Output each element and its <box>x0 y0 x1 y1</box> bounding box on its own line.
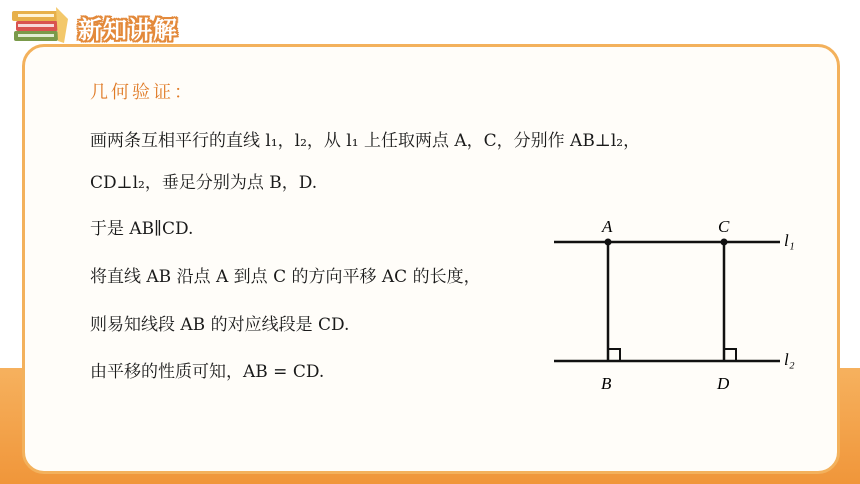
statement-parallel: 于是 AB∥CD. <box>90 219 194 239</box>
right-angle-B <box>608 349 620 361</box>
label-l2: l₂ <box>784 350 795 369</box>
right-angle-D <box>724 349 736 361</box>
label-C: C <box>718 217 730 236</box>
label-l1: l₁ <box>784 231 795 250</box>
label-D: D <box>717 374 730 393</box>
page-title: 新知讲解 <box>78 16 178 44</box>
point-A-dot <box>605 239 612 246</box>
statement-correspondence: 则易知线段 AB 的对应线段是 CD. <box>90 315 350 335</box>
point-C-dot <box>721 239 728 246</box>
statement-translate: 将直线 AB 沿点 A 到点 C 的方向平移 AC 的长度， <box>90 267 481 287</box>
statement-conclusion: 由平移的性质可知，AB = CD. <box>90 362 325 382</box>
paragraph-line-1: 画两条互相平行的直线 l₁，l₂，从 l₁ 上任取两点 A，C，分别作 AB⊥l₂， <box>90 131 641 151</box>
stacked-books-icon <box>10 5 70 45</box>
parallel-lines-figure <box>548 208 808 398</box>
section-heading: 几何验证： <box>90 82 195 103</box>
label-B: B <box>601 374 612 393</box>
paragraph-line-2: CD⊥l₂，垂足分别为点 B，D. <box>90 173 318 193</box>
label-A: A <box>602 217 613 236</box>
